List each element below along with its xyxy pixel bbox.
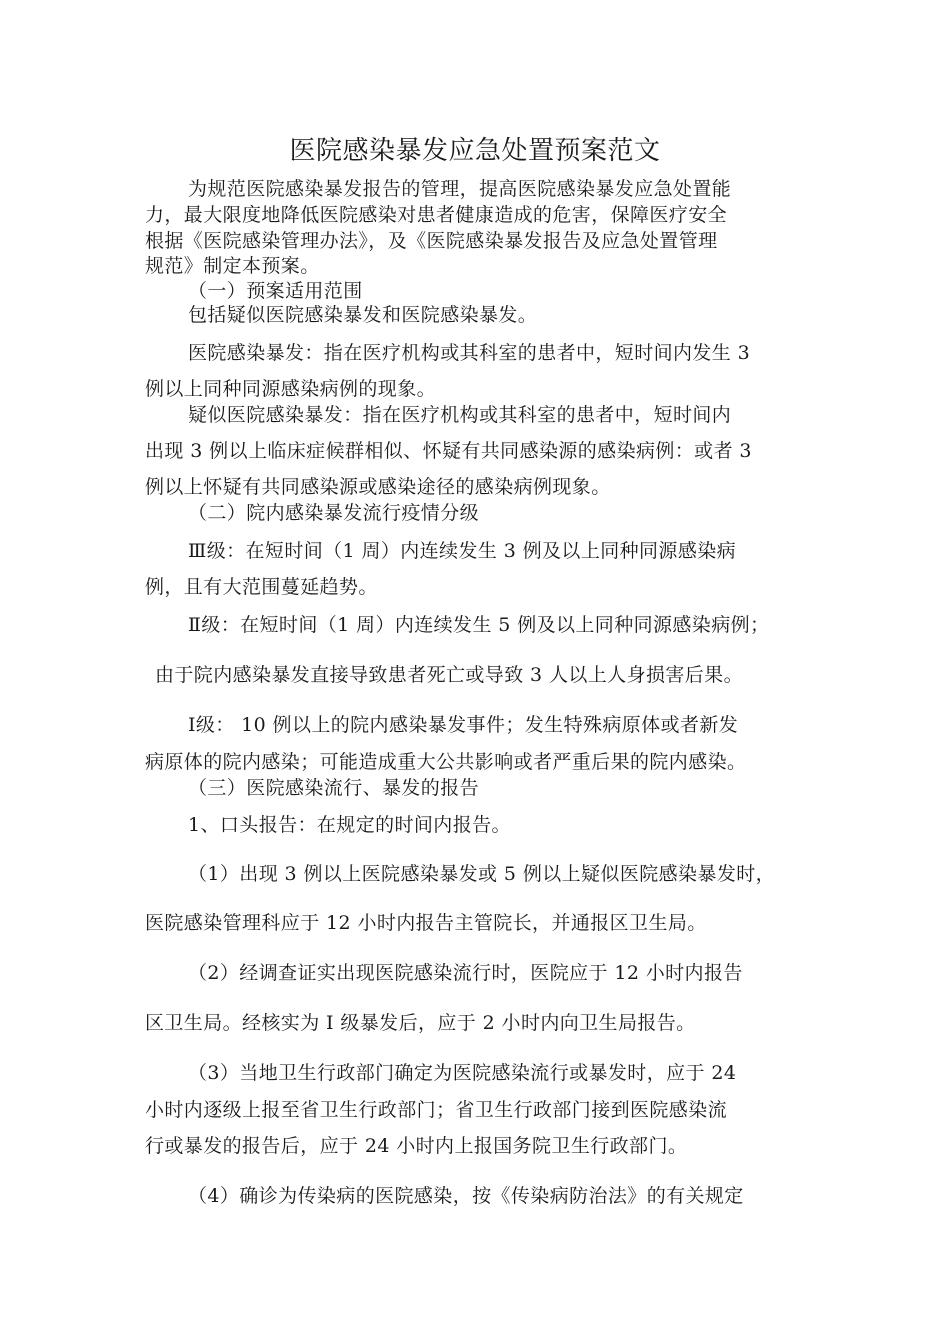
paragraph-line: 由于院内感染暴发直接导致患者死亡或导致 3 人以上人身损害后果。 bbox=[155, 664, 743, 686]
paragraph-line: 医院感染暴发：指在医疗机构或其科室的患者中，短时间内发生 3 bbox=[188, 342, 751, 364]
paragraph-line: 规范》制定本预案。 bbox=[145, 255, 320, 277]
paragraph-line: 例以上同种同源感染病例的现象。 bbox=[145, 378, 437, 400]
section-heading: （一）预案适用范围 bbox=[188, 280, 363, 302]
paragraph-line: 例以上怀疑有共同感染源或感染途径的感染病例现象。 bbox=[145, 476, 611, 498]
paragraph-line: Ⅰ级： 10 例以上的院内感染暴发事件；发生特殊病原体或者新发 bbox=[188, 714, 739, 736]
paragraph-line: Ⅱ级：在短时间（1 周）内连续发生 5 例及以上同种同源感染病例； bbox=[188, 614, 770, 636]
paragraph-line: （2）经调查证实出现医院感染流行时，医院应于 12 小时内报告 bbox=[188, 962, 743, 984]
paragraph-line: （1）出现 3 例以上医院感染暴发或 5 例以上疑似医院感染暴发时， bbox=[188, 863, 776, 885]
paragraph-line: （4）确诊为传染病的医院感染，按《传染病防治法》的有关规定 bbox=[188, 1185, 744, 1207]
section-heading: （二）院内感染暴发流行疫情分级 bbox=[188, 502, 480, 524]
paragraph-line: 出现 3 例以上临床症候群相似、怀疑有共同感染源的感染病例：或者 3 bbox=[145, 440, 752, 462]
paragraph-line: 行或暴发的报告后，应于 24 小时内上报国务院卫生行政部门。 bbox=[145, 1135, 688, 1157]
paragraph-line: 1、口头报告：在规定的时间内报告。 bbox=[188, 814, 511, 836]
paragraph-line: 区卫生局。经核实为 I 级暴发后，应于 2 小时内向卫生局报告。 bbox=[145, 1012, 696, 1034]
paragraph-line: 例，且有大范围蔓延趋势。 bbox=[145, 576, 378, 598]
paragraph-line: 包括疑似医院感染暴发和医院感染暴发。 bbox=[188, 304, 538, 326]
paragraph-line: 根据《医院感染管理办法》，及《医院感染暴发报告及应急处置管理 bbox=[145, 230, 718, 252]
paragraph-line: Ⅲ级：在短时间（1 周）内连续发生 3 例及以上同种同源感染病 bbox=[188, 540, 737, 562]
document-title: 医院感染暴发应急处置预案范文 bbox=[289, 136, 661, 166]
paragraph-line: 医院感染管理科应于 12 小时内报告主管院长，并通报区卫生局。 bbox=[145, 912, 707, 934]
paragraph-line: （3）当地卫生行政部门确定为医院感染流行或暴发时，应于 24 bbox=[188, 1062, 737, 1084]
paragraph-line: 力，最大限度地降低医院感染对患者健康造成的危害，保障医疗安全 bbox=[145, 204, 728, 226]
paragraph-line: 小时内逐级上报至省卫生行政部门；省卫生行政部门接到医院感染流 bbox=[145, 1099, 728, 1121]
paragraph-line: 为规范医院感染暴发报告的管理，提高医院感染暴发应急处置能 bbox=[188, 178, 732, 200]
paragraph-line: 病原体的院内感染；可能造成重大公共影响或者严重后果的院内感染。 bbox=[145, 751, 747, 773]
section-heading: （三）医院感染流行、暴发的报告 bbox=[188, 777, 480, 799]
paragraph-line: 疑似医院感染暴发：指在医疗机构或其科室的患者中，短时间内 bbox=[188, 404, 732, 426]
